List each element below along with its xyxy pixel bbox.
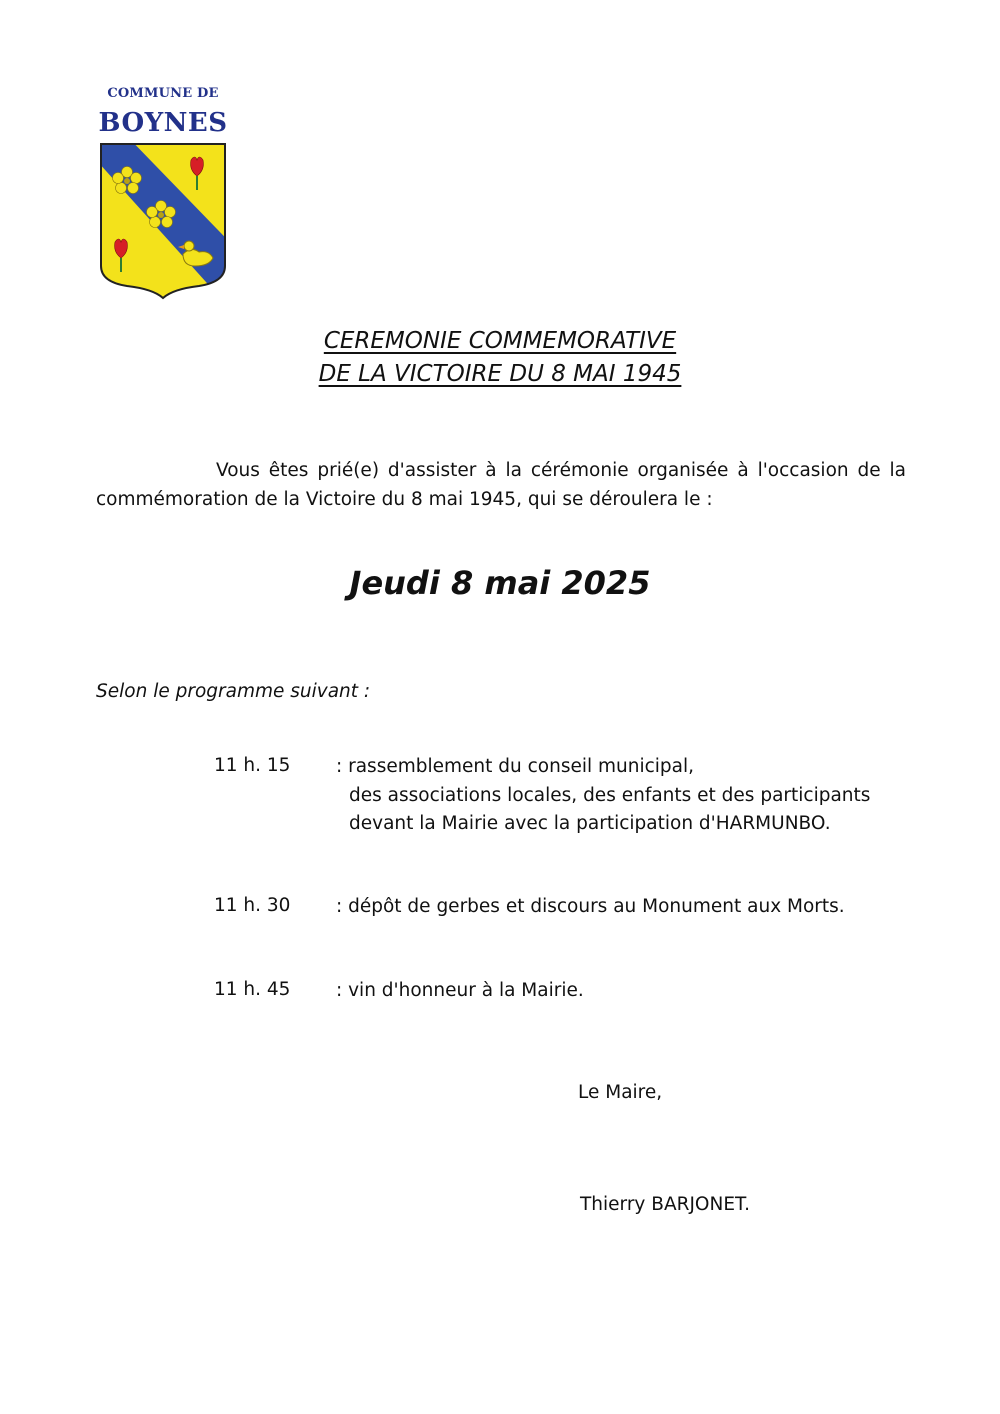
coat-of-arms-icon [99,142,227,300]
title-line-1: CEREMONIE COMMEMORATIVE [323,328,677,354]
schedule-time-3: 11 h. 45 [214,979,291,1000]
document-title [0,325,1000,391]
schedule-item-2 [336,893,916,922]
signer-name: Thierry BARJONET. [580,1194,750,1215]
schedule-time-2: 11 h. 30 [214,895,291,916]
schedule-item-3-line-1: : vin d'honneur à la Mairie. [336,980,584,1001]
logo-commune-label: COMMUNE DE [107,86,219,101]
logo-town-name: BOYNES [98,108,228,138]
schedule-item-1-line-2: des associations locales, des enfants et des participants [349,784,871,806]
program-intro: Selon le programme suivant : [96,681,371,702]
schedule-item-1-line-3: devant la Mairie avec la participation d'HARMUNBO. [349,813,831,834]
invitation-paragraph: Vous êtes prié(e) d'assister à la cérémonie organisée à l'occasion de la commémoration de la Victoire du 8 mai 1945, qui se déroulera le : [96,460,906,510]
schedule-item-2-line-1: : dépôt de gerbes et discours au Monument aux Morts. [336,896,845,917]
signoff: Le Maire, [578,1082,663,1103]
schedule-item-3 [336,977,916,1006]
event-date: Jeudi 8 mai 2025 [349,564,651,602]
schedule-item-1-line-1: : rassemblement du conseil municipal, [336,756,695,777]
schedule-time-1: 11 h. 15 [214,755,291,776]
schedule-item-1 [336,753,916,839]
title-line-2: DE LA VICTOIRE DU 8 MAI 1945 [318,361,682,387]
commune-logo [96,86,230,300]
